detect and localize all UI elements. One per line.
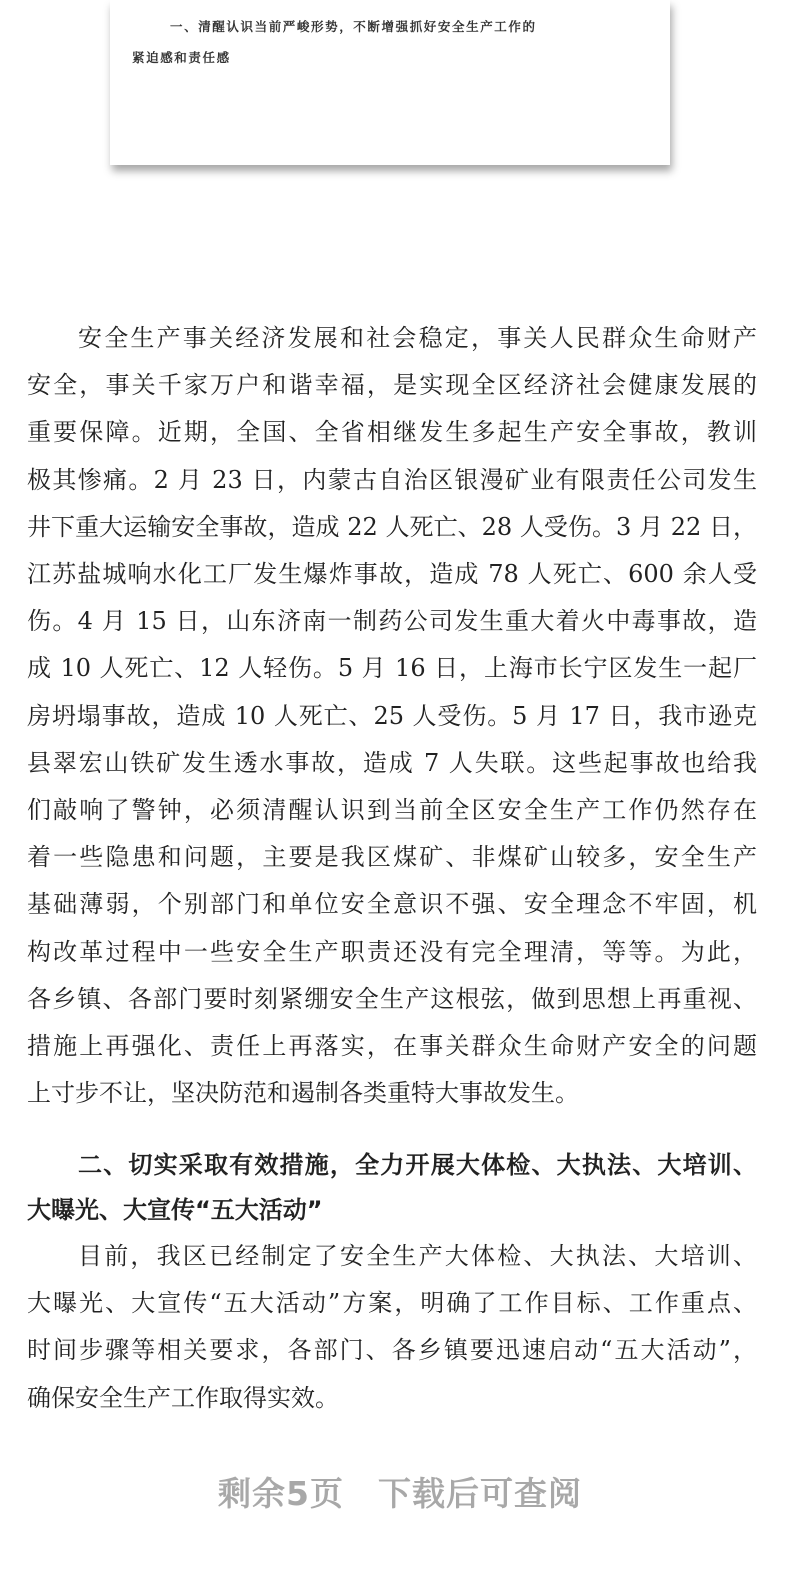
paragraph1-line: 县翠宏山铁矿发生透水事故，造成 7 人失联。这些起事故也给我 (27, 748, 757, 777)
paragraph1-line: 房坍塌事故，造成 10 人死亡、25 人受伤。5 月 17 日，我市逊克 (27, 701, 757, 730)
heading2-line: 大曝光、大宣传“五大活动” (27, 1196, 323, 1224)
paragraph2-line: 时间步骤等相关要求，各部门、各乡镇要迅速启动“五大活动”， (27, 1336, 757, 1365)
heading2-line: 二、切实采取有效措施，全力开展大体检、大执法、大培训、 (78, 1151, 757, 1179)
paragraph1-line: 构改革过程中一些安全生产职责还没有完全理清，等等。为此， (27, 937, 757, 966)
paragraph1-line: 江苏盐城响水化工厂发生爆炸事故，造成 78 人死亡、600 余人受 (27, 560, 757, 588)
paragraph1-line: 重要保障。近期，全国、全省相继发生多起生产安全事故，教训 (27, 418, 757, 447)
paragraph1-line: 安全生产事关经济发展和社会稳定，事关人民群众生命财产 (78, 324, 757, 352)
paragraph1-line: 着一些隐患和问题，主要是我区煤矿、非煤矿山较多，安全生产 (27, 843, 757, 872)
preview-heading-line: 紧迫感和责任感 (132, 50, 231, 65)
paragraph2-line: 确保安全生产工作取得实效。 (27, 1383, 339, 1412)
paragraph2-line: 目前，我区已经制定了安全生产大体检、大执法、大培训、 (78, 1242, 757, 1270)
paragraph1-line: 措施上再强化、责任上再落实，在事关群众生命财产安全的问题 (27, 1032, 757, 1060)
paragraph1-line: 井下重大运输安全事故，造成 22 人死亡、28 人受伤。3 月 22 日， (27, 512, 757, 541)
paragraph1-line: 基础薄弱，个别部门和单位安全意识不强、安全理念不牢固，机 (27, 890, 757, 919)
remaining-pages-download-prompt[interactable]: 剩余5页 下载后可查阅 (218, 1474, 582, 1513)
paragraph1-line: 各乡镇、各部门要时刻紧绷安全生产这根弦，做到思想上再重视、 (27, 984, 757, 1013)
paragraph1-line: 们敲响了警钟，必须清醒认识到当前全区安全生产工作仍然存在 (27, 796, 757, 824)
preview-heading-line: 一、清醒认识当前严峻形势，不断增强抓好安全生产工作的 (170, 19, 537, 34)
paragraph1-line: 成 10 人死亡、12 人轻伤。5 月 16 日，上海市长宁区发生一起厂 (27, 654, 757, 683)
document-preview-card (110, 0, 670, 165)
paragraph1-line: 安全，事关千家万户和谐幸福，是实现全区经济社会健康发展的 (27, 371, 757, 400)
paragraph2-line: 大曝光、大宣传“五大活动”方案，明确了工作目标、工作重点、 (27, 1289, 757, 1318)
paragraph1-line: 伤。4 月 15 日，山东济南一制药公司发生重大着火中毒事故，造 (27, 607, 757, 636)
paragraph1-line: 上寸步不让，坚决防范和遏制各类重特大事故发生。 (27, 1079, 579, 1108)
paragraph1-line: 极其惨痛。2 月 23 日，内蒙古自治区银漫矿业有限责任公司发生 (27, 465, 757, 494)
